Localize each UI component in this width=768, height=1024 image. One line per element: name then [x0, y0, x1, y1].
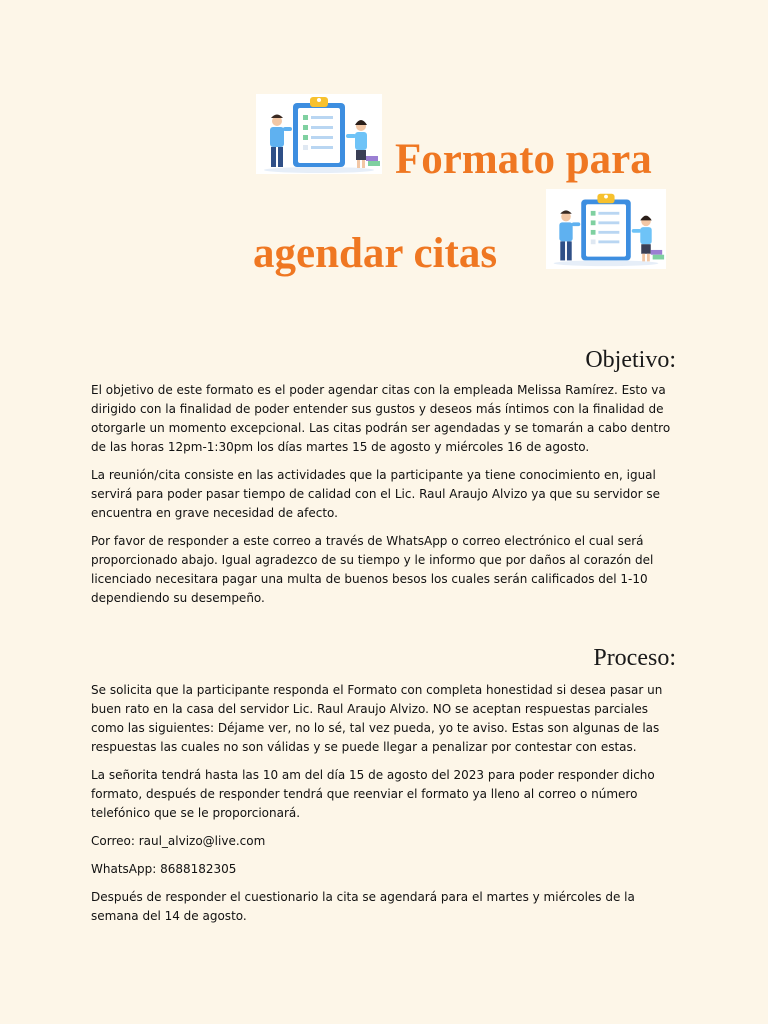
proceso-paragraph: Después de responder el cuestionario la cita se agendará para el martes y miércoles de la semana del 14 de agosto. — [91, 890, 635, 923]
proceso-section — [91, 681, 676, 935]
contact-email: Correo: raul_alvizo@live.com — [91, 834, 266, 848]
section-heading-objetivo: Objetivo: — [585, 347, 676, 373]
proceso-paragraph: Se solicita que la participante responda el Formato con completa honestidad si desea pasar un buen rato en la casa del servidor Lic. Raul Araujo Alvizo. NO se aceptan respuestas parciales como las siguientes: Déjame ver, no lo sé, tal vez pueda, yo te aviso. Estas son algunas de las respuestas las cuales no son válidas y se puede llegar a penalizar por contestar con estas. — [91, 683, 663, 754]
clipboard-checklist-illustration-icon — [546, 189, 666, 269]
clipboard-checklist-illustration-icon — [256, 94, 382, 174]
objetivo-paragraph: El objetivo de este formato es el poder agendar citas con la empleada Melissa Ramírez. Esto va dirigido con la finalidad de poder entender sus gustos y deseos más íntimos con la finalidad de otorgarle un momento excepcional. Las citas podrán ser agendadas y se tomarán a cabo dentro de las horas 12pm-1:30pm los días martes 15 de agosto y miércoles 16 de agosto. — [91, 383, 671, 454]
proceso-paragraph: La señorita tendrá hasta las 10 am del día 15 de agosto del 2023 para poder responder dicho formato, después de responder tendrá que reenviar el formato ya lleno al correo o número telefónico que se le proporcionará. — [91, 768, 655, 820]
title-line-1: Formato para — [395, 136, 652, 183]
title-line-2: agendar citas — [253, 230, 498, 277]
section-heading-proceso: Proceso: — [593, 645, 676, 671]
contact-whatsapp: WhatsApp: 8688182305 — [91, 862, 237, 876]
objetivo-paragraph: La reunión/cita consiste en las actividades que la participante ya tiene conocimiento en, igual servirá para poder pasar tiempo de calidad con el Lic. Raul Araujo Alvizo ya que su servidor se encuentra en grave necesidad de afecto. — [91, 468, 660, 520]
objetivo-section — [91, 381, 676, 617]
objetivo-paragraph: Por favor de responder a este correo a través de WhatsApp o correo electrónico el cual será proporcionado abajo. Igual agradezco de su tiempo y le informo que por daños al corazón del licenciado necesitara pagar una multa de buenos besos los cuales serán calificados del 1-10 dependiendo su desempeño. — [91, 534, 654, 605]
